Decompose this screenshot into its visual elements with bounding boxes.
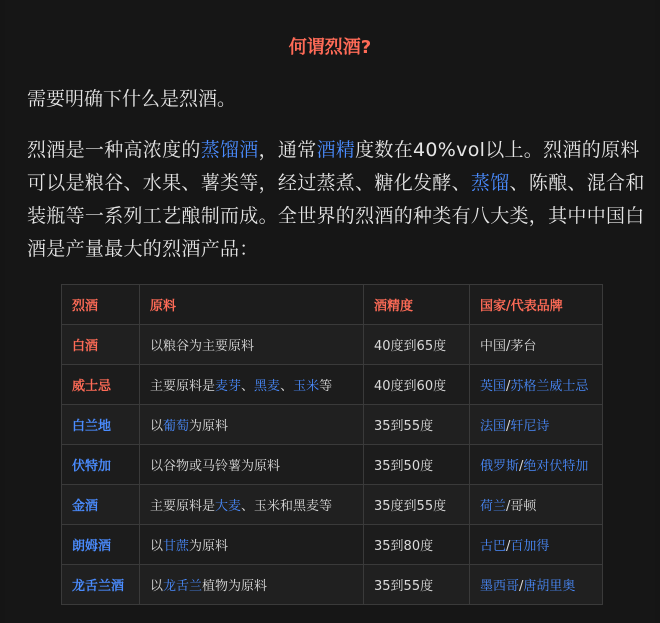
link-rye[interactable]: 黑麦	[254, 379, 281, 394]
country-brand-cell: 中国/茅台	[470, 325, 603, 365]
table-row	[62, 485, 603, 525]
link-country[interactable]: 俄罗斯	[480, 459, 520, 474]
link-brand[interactable]: 苏格兰威士忌	[510, 379, 589, 394]
country-brand-cell: 墨西哥/唐胡里奥	[470, 565, 603, 605]
spirit-name: 威士忌	[62, 365, 140, 405]
link-alcohol[interactable]: 酒精	[316, 139, 356, 161]
header-ingredients: 原料	[140, 285, 364, 325]
table-row	[62, 325, 603, 365]
link-brand[interactable]: 唐胡里奥	[523, 579, 576, 594]
link-sugarcane[interactable]: 甘蔗	[163, 539, 190, 554]
link-grape[interactable]: 葡萄	[163, 419, 190, 434]
ingredients-cell: 以龙舌兰植物为原料	[140, 565, 364, 605]
link-corn[interactable]: 玉米	[293, 379, 320, 394]
abv-cell: 40度到65度	[364, 325, 470, 365]
country-brand-cell: 俄罗斯/绝对伏特加	[470, 445, 603, 485]
link-country[interactable]: 法国	[480, 419, 507, 434]
link-country[interactable]: 古巴	[480, 539, 507, 554]
link-distilled-spirit[interactable]: 蒸馏酒	[200, 139, 259, 161]
ingredients-cell: 以谷物或马铃薯为原料	[140, 445, 364, 485]
country-brand-cell: 荷兰/哥顿	[470, 485, 603, 525]
link-brand[interactable]: 百加得	[510, 539, 550, 554]
table-row	[62, 445, 603, 485]
link-country[interactable]: 英国	[480, 379, 507, 394]
link-malt[interactable]: 麦芽	[215, 379, 242, 394]
abv-cell: 35到55度	[364, 565, 470, 605]
link-brand[interactable]: 绝对伏特加	[523, 459, 589, 474]
ingredients-cell: 以粮谷为主要原料	[140, 325, 364, 365]
spirit-name-link[interactable]: 白兰地	[62, 405, 140, 445]
link-agave[interactable]: 龙舌兰	[163, 579, 203, 594]
abv-cell: 35到80度	[364, 525, 470, 565]
abv-cell: 35度到55度	[364, 485, 470, 525]
table-row	[62, 525, 603, 565]
ingredients-cell: 以甘蔗为原料	[140, 525, 364, 565]
spirit-name: 白酒	[62, 325, 140, 365]
definition-paragraph: 烈酒是一种高浓度的蒸馏酒，通常酒精度数在40%vol以上。烈酒的原料可以是粮谷、水果、薯类等，经过蒸煮、糖化发酵、蒸馏、陈酿、混合和装瓶等一系列工艺酿制而成。全世界的烈酒的种类有八大类，其中中国白酒是产量最大的烈酒产品：	[27, 139, 645, 260]
table-row	[62, 365, 603, 405]
abv-cell: 40度到60度	[364, 365, 470, 405]
link-country[interactable]: 荷兰	[480, 499, 507, 514]
header-abv: 酒精度	[364, 285, 470, 325]
ingredients-cell: 主要原料是麦芽、黑麦、玉米等	[140, 365, 364, 405]
country-brand-cell: 古巴/百加得	[470, 525, 603, 565]
table-row	[62, 405, 603, 445]
link-distillation[interactable]: 蒸馏	[470, 172, 510, 194]
header-spirit: 烈酒	[62, 285, 140, 325]
intro-paragraph: 需要明确下什么是烈酒。	[27, 88, 237, 110]
section-title: 何谓烈酒?	[288, 37, 372, 58]
article-frame	[5, 0, 655, 623]
spirit-name-link[interactable]: 伏特加	[62, 445, 140, 485]
country-brand-cell: 英国/苏格兰威士忌	[470, 365, 603, 405]
spirit-name-link[interactable]: 朗姆酒	[62, 525, 140, 565]
table-header-row	[62, 285, 603, 325]
header-country-brand: 国家/代表品牌	[470, 285, 603, 325]
spirit-name-link[interactable]: 龙舌兰酒	[62, 565, 140, 605]
country-brand-cell: 法国/轩尼诗	[470, 405, 603, 445]
ingredients-cell: 主要原料是大麦、玉米和黑麦等	[140, 485, 364, 525]
spirits-table	[61, 284, 603, 605]
table-row	[62, 565, 603, 605]
link-country[interactable]: 墨西哥	[480, 579, 520, 594]
abv-cell: 35到55度	[364, 405, 470, 445]
link-barley[interactable]: 大麦	[215, 499, 242, 514]
link-brand[interactable]: 轩尼诗	[510, 419, 550, 434]
spirit-name-link[interactable]: 金酒	[62, 485, 140, 525]
abv-cell: 35到50度	[364, 445, 470, 485]
ingredients-cell: 以葡萄为原料	[140, 405, 364, 445]
